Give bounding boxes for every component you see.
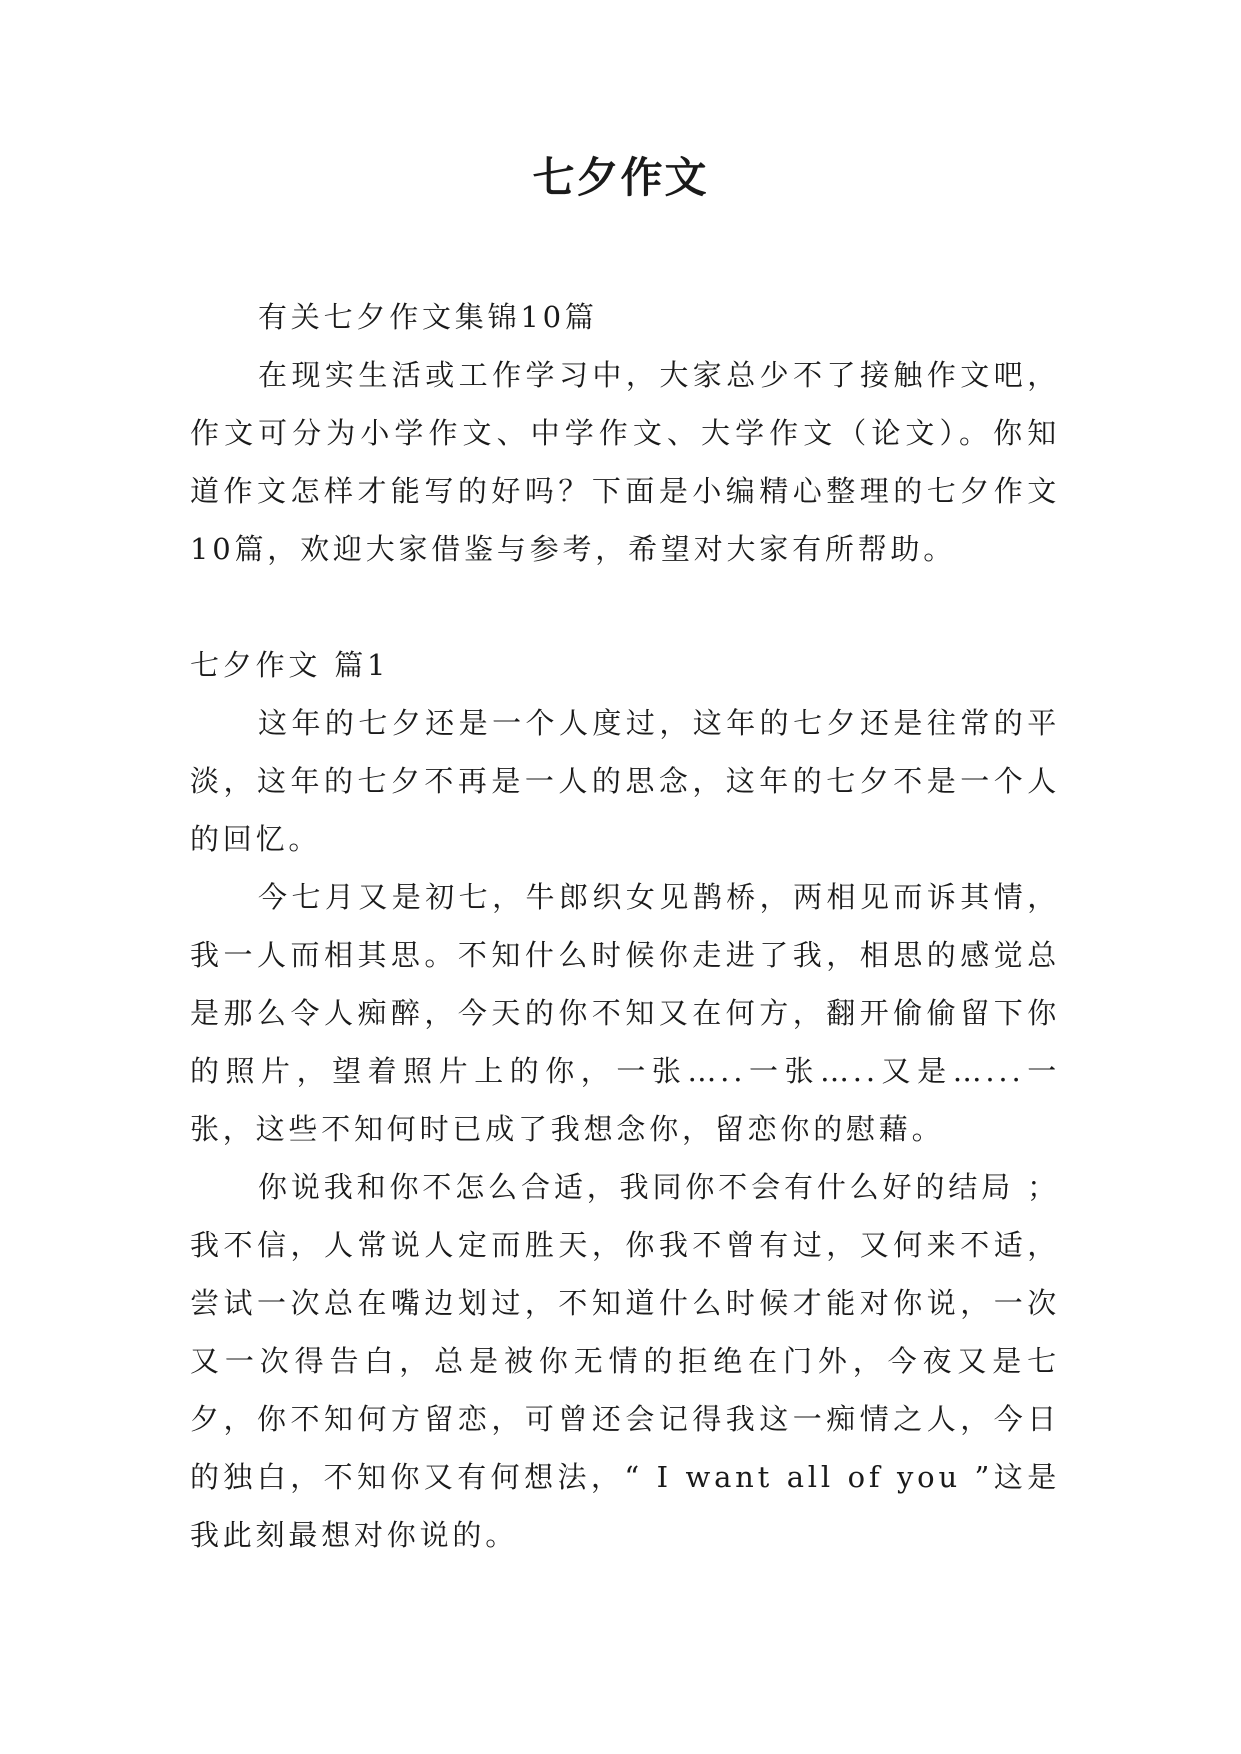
document-subtitle: 有关七夕作文集锦10篇 [258, 300, 598, 334]
intro-paragraph: 在现实生活或工作学习中，大家总少不了接触作文吧，作文可分为小学作文、中学作文、大学作文（论文）。你知道作文怎样才能写的好吗？下面是小编精心整理的七夕作文10篇，欢迎大家借鉴与参考，希望对大家有所帮助。 [190, 358, 1060, 566]
document-title: 七夕作文 [532, 153, 709, 202]
body-paragraph-1: 这年的七夕还是一个人度过，这年的七夕还是往常的平淡，这年的七夕不再是一人的思念，这年的七夕不是一个人的回忆。 [190, 706, 1060, 856]
body-paragraph-3: 你说我和你不怎么合适，我同你不会有什么好的结局 ；我不信，人常说人定而胜天，你我不曾有过，又何来不适，尝试一次总在嘴边划过，不知道什么时候才能对你说，一次又一次得告白，总是被你无情的拒绝在门外，今夜又是七夕，你不知何方留恋，可曾还会记得我这一痴情之人，今日的独白，不知你又有何想法，“ I want all of you ”这是我此刻最想对你说的。 [190, 1170, 1060, 1552]
document-body [190, 288, 1060, 1564]
section-heading: 七夕作文 篇1 [190, 648, 390, 682]
body-paragraph-2: 今七月又是初七，牛郎织女见鹊桥，两相见而诉其情，我一人而相其思。不知什么时候你走进了我，相思的感觉总是那么令人痴醉，今天的你不知又在何方，翻开偷偷留下你的照片，望着照片上的你，一张…..一张…..又是…...一张，这些不知何时已成了我想念你，留恋你的慰藉。 [190, 880, 1060, 1146]
section-spacer [190, 578, 1060, 636]
